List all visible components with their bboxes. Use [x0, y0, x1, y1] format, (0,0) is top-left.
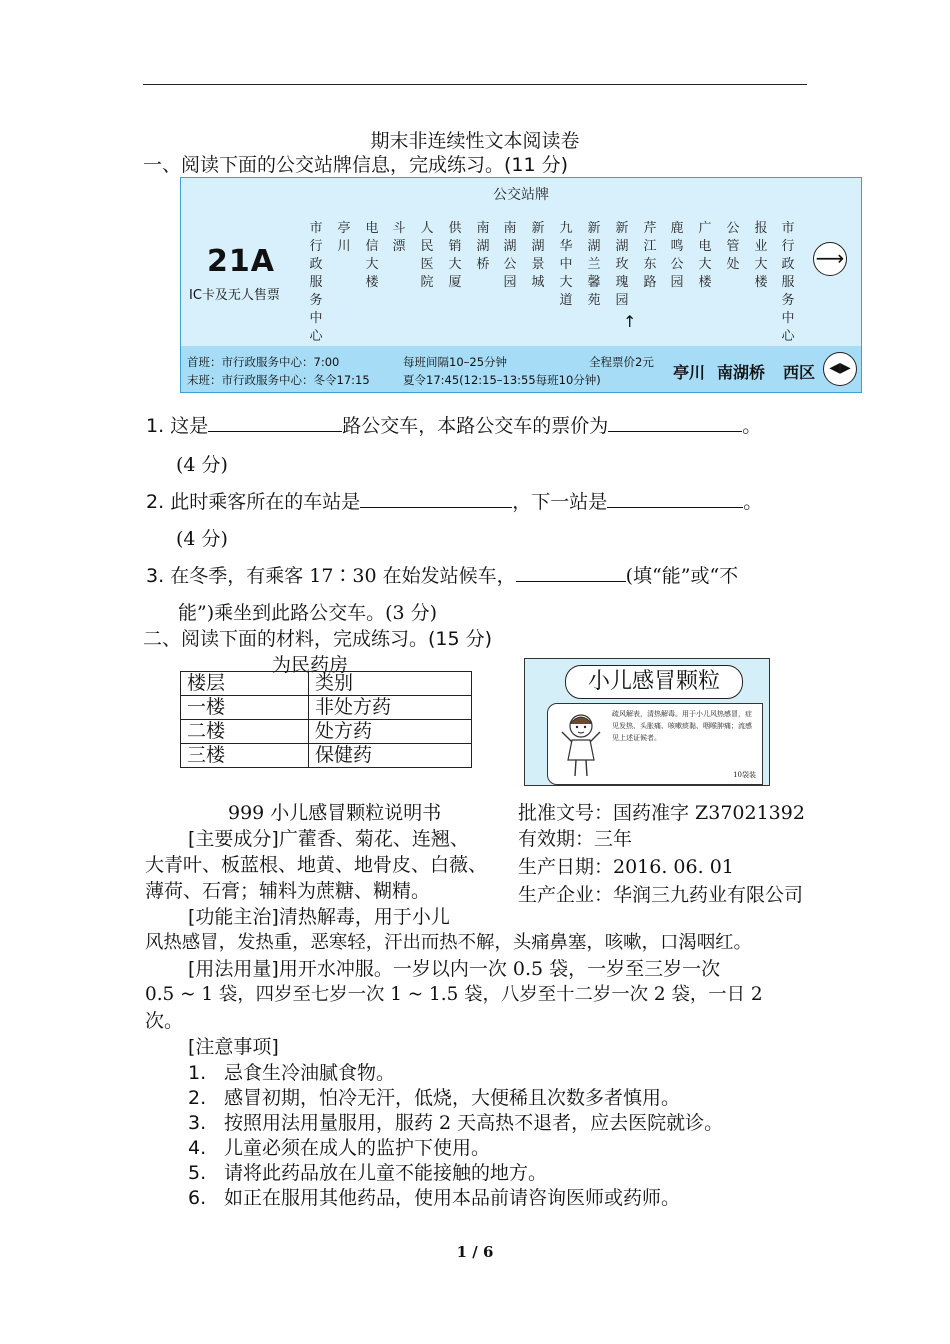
part2-heading: 二、阅读下面的材料，完成练习。(15 分): [143, 628, 493, 650]
transfer-stop: 南湖桥: [717, 363, 766, 382]
station-name: 公管处: [726, 221, 740, 272]
station-name: 人民医院: [420, 221, 434, 290]
transfer-stop: 亭川: [673, 363, 706, 382]
table-row: 三楼 保健药: [181, 744, 472, 768]
question-2-score: (4 分): [176, 528, 228, 550]
station-name: 报业大楼: [754, 221, 768, 290]
station-name: 市行政服务中心: [781, 221, 795, 344]
station-name: 南湖公园: [503, 221, 517, 290]
usage-line-1: [用法用量]用开水冲服。一岁以内一次 0.5 袋，一岁至三岁一次: [188, 958, 721, 980]
station-name: 九华中大道: [559, 221, 573, 308]
station-name: 广电大楼: [698, 221, 712, 290]
question-3: 3. 在冬季，有乘客 17∶30 在始发站候车， (填“能”或“不: [146, 565, 739, 587]
box-description: 疏风解表，清热解毒。用于小儿风热感冒，症见发热、头胀痛、咳嗽痰黏、咽喉肿痛；流感见上述证候者。: [612, 710, 752, 742]
transfer-stop: 西区: [783, 363, 816, 382]
station-name: 芹江东路: [643, 221, 657, 290]
station-name: 斗漂: [392, 221, 406, 254]
child-figure-icon: [558, 710, 604, 780]
note-item: 6. 如正在服用其他药品，使用本品前请咨询医师或药师。: [188, 1187, 681, 1209]
table-row: 二楼 处方药: [181, 720, 472, 744]
bus-stop-sign: [180, 177, 862, 393]
two-way-arrow-icon: ◀▶: [823, 352, 857, 386]
station-name: 电信大楼: [365, 221, 379, 290]
validity: 有效期：三年: [518, 828, 633, 850]
fare: 全程票价2元: [589, 355, 654, 369]
interval: 每班间隔10–25分钟: [403, 355, 508, 369]
sign-footer: [181, 346, 861, 392]
part1-heading: 一、阅读下面的公交站牌信息，完成练习。(11 分): [143, 154, 569, 176]
top-rule: [143, 84, 807, 85]
question-2: 2. 此时乘客所在的车站是 ，下一站是 。: [146, 491, 763, 513]
note-item: 2. 感冒初期，怕冷无汗，低烧，大便稀且次数多者慎用。: [188, 1087, 681, 1109]
note-item: 4. 儿童必须在成人的监护下使用。: [188, 1137, 491, 1159]
station-name: 亭川: [337, 221, 351, 254]
ingredients-line-3: 薄荷、石膏；辅料为蔗糖、糊精。: [145, 880, 431, 902]
usage-line-3: 次。: [145, 1010, 184, 1032]
approval-number: 批准文号：国药准字 Z37021392: [518, 802, 805, 824]
pharmacy-table: [180, 671, 472, 768]
last-bus: 末班：市行政服务中心：冬令17:15: [187, 373, 370, 387]
station-name: 鹿鸣公园: [670, 221, 684, 290]
question-3-cont: 能”)乘坐到此路公交车。(3 分): [178, 602, 438, 624]
box-title: 小儿感冒颗粒: [565, 665, 743, 699]
box-panel: [547, 703, 763, 785]
station-name: 新湖玫瑰园: [615, 221, 629, 308]
question-1-score: (4 分): [176, 454, 228, 476]
sign-header: 公交站牌: [493, 187, 549, 203]
note-item: 3. 按照用法用量服用，服药 2 天高热不退者，应去医院就诊。: [188, 1112, 724, 1134]
note-item: 5. 请将此药品放在儿童不能接触的地方。: [188, 1162, 548, 1184]
station-name: 供销大厦: [448, 221, 462, 290]
function-line-2: 风热感冒，发热重，恶寒轻，汗出而热不解，头痛鼻塞，咳嗽，口渴咽红。: [145, 932, 752, 953]
station-name: 南湖桥: [476, 221, 490, 272]
current-stop-arrow-icon: ↑: [623, 312, 637, 331]
station-name: 新湖景城: [531, 221, 545, 290]
page-title: 期末非连续性文本阅读卷: [370, 130, 580, 152]
pharmacy-title: 为民药房: [272, 654, 349, 676]
question-1: 1. 这是 路公交车，本路公交车的票价为 。: [146, 415, 762, 437]
ingredients-line-2: 大青叶、板蓝根、地黄、地骨皮、白薇、: [145, 854, 488, 876]
usage-line-2: 0.5 ~ 1 袋，四岁至七岁一次 1 ~ 1.5 袋，八岁至十二岁一次 2 袋，一日 2: [145, 984, 763, 1005]
ticket-note: IC卡及无人售票: [189, 288, 280, 303]
manufacturer: 生产企业：华润三九药业有限公司: [518, 884, 804, 906]
table-row: 楼层 类别: [181, 672, 472, 696]
manual-title: 999 小儿感冒颗粒说明书: [228, 802, 442, 824]
ingredients-line-1: [主要成分]广藿香、菊花、连翘、: [188, 828, 469, 850]
note-item: 1. 忌食生冷油腻食物。: [188, 1062, 396, 1084]
box-count: 10袋装: [733, 771, 756, 779]
function-line-1: [功能主治]清热解毒，用于小儿: [188, 906, 450, 928]
medicine-box-image: [524, 658, 770, 786]
page-number: 1 / 6: [456, 1243, 494, 1261]
route-number: 21A: [207, 244, 275, 279]
station-name: 市行政服务中心: [309, 221, 323, 344]
first-bus: 首班：市行政服务中心：7:00: [187, 355, 340, 369]
table-row: 一楼 非处方药: [181, 696, 472, 720]
summer-schedule: 夏令17:45(12:15–13:55每班10分钟): [403, 373, 601, 387]
direction-arrow-icon: ⟶: [813, 242, 847, 276]
notes-label: [注意事项]: [188, 1036, 279, 1058]
production-date: 生产日期：2016. 06. 01: [518, 856, 734, 878]
station-name: 新湖兰馨苑: [587, 221, 601, 308]
